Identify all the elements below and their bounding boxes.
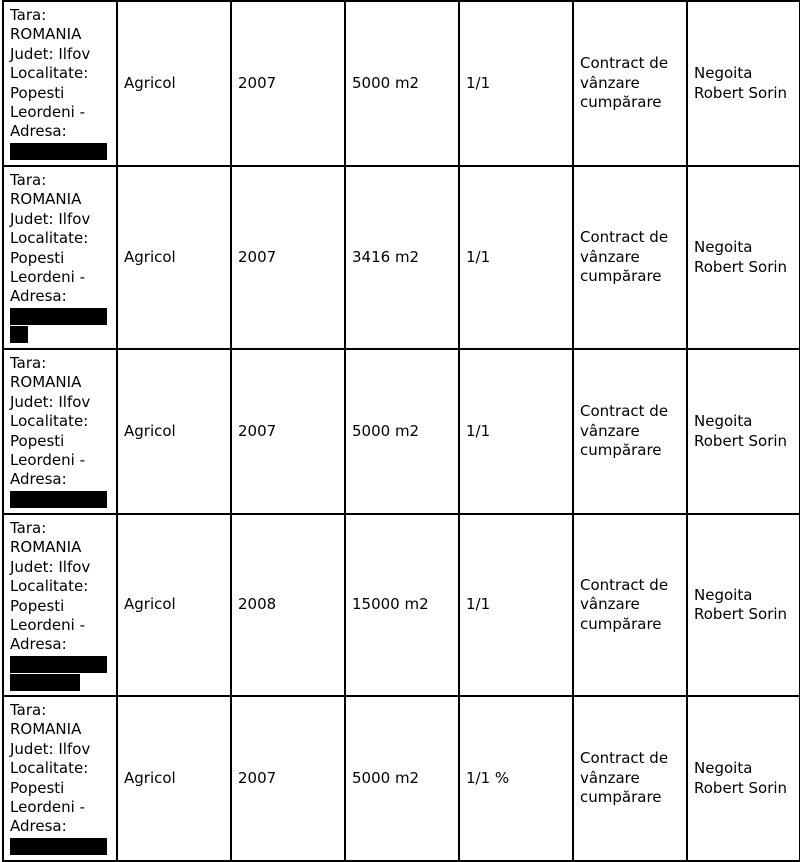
address-label: Adresa: [10, 635, 67, 654]
table-row [3, 1, 800, 166]
country-label: Tara: [10, 354, 47, 372]
locality-label: Localitate: [10, 759, 89, 778]
location-cell [3, 696, 117, 861]
year-cell: 2007 [231, 166, 345, 349]
table-row [3, 349, 800, 514]
locality-label: Localitate: [10, 64, 89, 83]
redacted-address [10, 143, 107, 160]
country-label: Tara: [10, 6, 47, 24]
locality-line-1: Popesti [10, 596, 65, 615]
redacted-address [10, 308, 107, 325]
property-table [2, 0, 800, 862]
locality-line-2: Leordeni - [10, 451, 86, 470]
area-cell: 5000 m2 [345, 349, 459, 514]
location-cell [3, 514, 117, 696]
address-label: Adresa: [10, 817, 67, 836]
owner-cell: Negoita Robert Sorin [687, 1, 800, 166]
country-label: Tara: [10, 519, 47, 537]
year-cell: 2008 [231, 514, 345, 696]
year-cell: 2007 [231, 1, 345, 166]
address-label: Adresa: [10, 287, 67, 306]
locality-label: Localitate: [10, 412, 89, 431]
acquisition-mode-cell: Contract de vânzare cumpărare [573, 696, 687, 861]
country-value: ROMANIA [10, 538, 82, 557]
locality-label: Localitate: [10, 229, 89, 248]
share-cell: 1/1 [459, 1, 573, 166]
locality-line-1: Popesti [10, 778, 65, 797]
locality-line-1: Popesti [10, 431, 65, 450]
year-cell: 2007 [231, 696, 345, 861]
county-text: Judet: Ilfov [10, 209, 91, 228]
owner-cell: Negoita Robert Sorin [687, 696, 800, 861]
acquisition-mode-cell: Contract de vânzare cumpărare [573, 1, 687, 166]
share-cell: 1/1 [459, 166, 573, 349]
location-cell [3, 1, 117, 166]
address-label: Adresa: [10, 122, 67, 141]
country-value: ROMANIA [10, 190, 82, 209]
locality-label: Localitate: [10, 577, 89, 596]
share-cell: 1/1 % [459, 696, 573, 861]
locality-line-2: Leordeni - [10, 798, 86, 817]
redacted-address [10, 838, 107, 855]
area-cell: 5000 m2 [345, 1, 459, 166]
locality-line-2: Leordeni - [10, 268, 86, 287]
acquisition-mode-cell: Contract de vânzare cumpărare [573, 349, 687, 514]
table-row [3, 696, 800, 861]
redacted-address [10, 326, 28, 343]
country-value: ROMANIA [10, 720, 82, 739]
country-label: Tara: [10, 701, 47, 719]
acquisition-mode-cell: Contract de vânzare cumpărare [573, 514, 687, 696]
location-cell [3, 349, 117, 514]
location-cell [3, 166, 117, 349]
redacted-address [10, 656, 107, 673]
category-cell: Agricol [117, 349, 231, 514]
category-cell: Agricol [117, 696, 231, 861]
locality-line-1: Popesti [10, 83, 65, 102]
owner-cell: Negoita Robert Sorin [687, 166, 800, 349]
county-text: Judet: Ilfov [10, 392, 91, 411]
area-cell: 15000 m2 [345, 514, 459, 696]
county-text: Judet: Ilfov [10, 44, 91, 63]
area-cell: 5000 m2 [345, 696, 459, 861]
redacted-address [10, 491, 107, 508]
owner-cell: Negoita Robert Sorin [687, 349, 800, 514]
address-label: Adresa: [10, 470, 67, 489]
table-row [3, 166, 800, 349]
share-cell: 1/1 [459, 514, 573, 696]
owner-cell: Negoita Robert Sorin [687, 514, 800, 696]
country-label: Tara: [10, 171, 47, 189]
table-row [3, 514, 800, 696]
category-cell: Agricol [117, 166, 231, 349]
locality-line-2: Leordeni - [10, 103, 86, 122]
area-cell: 3416 m2 [345, 166, 459, 349]
category-cell: Agricol [117, 514, 231, 696]
county-text: Judet: Ilfov [10, 557, 91, 576]
redacted-address [10, 674, 80, 691]
year-cell: 2007 [231, 349, 345, 514]
country-value: ROMANIA [10, 373, 82, 392]
locality-line-2: Leordeni - [10, 616, 86, 635]
category-cell: Agricol [117, 1, 231, 166]
acquisition-mode-cell: Contract de vânzare cumpărare [573, 166, 687, 349]
county-text: Judet: Ilfov [10, 739, 91, 758]
locality-line-1: Popesti [10, 248, 65, 267]
share-cell: 1/1 [459, 349, 573, 514]
country-value: ROMANIA [10, 25, 82, 44]
